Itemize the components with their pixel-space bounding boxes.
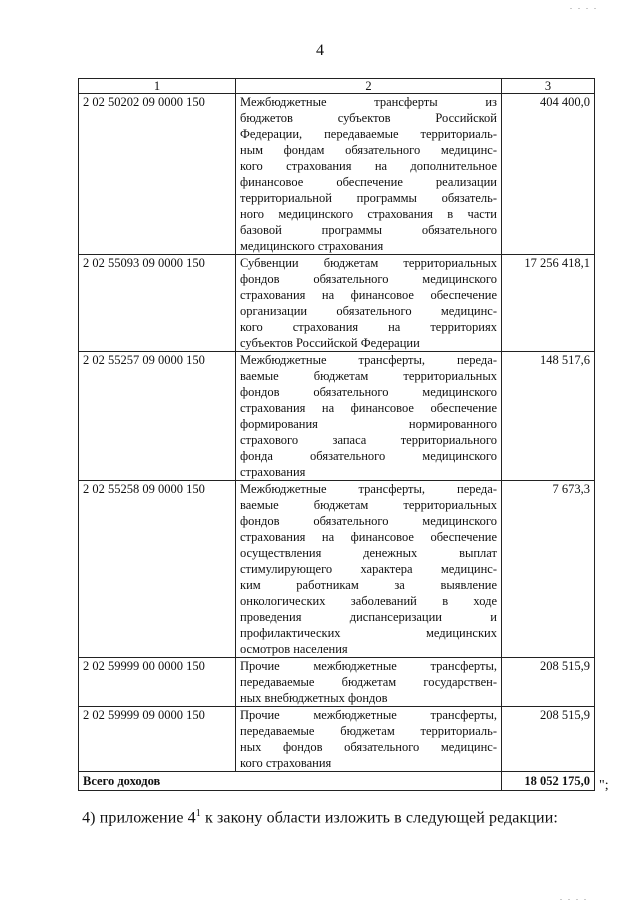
description-line: передаваемые бюджетам государствен- xyxy=(240,675,497,689)
description-line: финансовое обеспечение реализации xyxy=(240,175,497,189)
description-cell xyxy=(236,481,502,658)
table-row xyxy=(79,707,595,772)
amendment-text-start: 4) приложение 4 xyxy=(82,809,196,827)
description-line: Субвенции бюджетам территориальных xyxy=(240,256,497,270)
description-line: ваемые бюджетам территориальных xyxy=(240,369,497,383)
amendment-sentence xyxy=(0,808,640,827)
description-line: Межбюджетные трансферты, переда- xyxy=(240,482,497,496)
column-header-3: 3 xyxy=(502,79,595,94)
description-line: ных фондов обязательного медицинс- xyxy=(240,740,497,754)
description-line: страхования на финансовое обеспечение xyxy=(240,401,497,415)
description-line: фондов обязательного медицинского xyxy=(240,385,497,399)
amount-cell: 7 673,3 xyxy=(502,481,595,658)
description-line: субъектов Российской Федерации xyxy=(240,336,420,350)
description-line: фондов обязательного медицинского xyxy=(240,514,497,528)
description-cell xyxy=(236,707,502,772)
description-line: ким работникам за выявление xyxy=(240,578,497,592)
description-line: проведения диспансеризации и xyxy=(240,610,497,624)
description-line: ного медицинского страхования в части xyxy=(240,207,497,221)
description-line: бюджетов субъектов Российской xyxy=(240,111,497,125)
description-line: ным фондам обязательного медицинс- xyxy=(240,143,497,157)
budget-code-cell: 2 02 59999 00 0000 150 xyxy=(79,658,236,707)
description-line: формирования нормированного xyxy=(240,417,497,431)
description-line: организации обязательного медицинс- xyxy=(240,304,497,318)
description-line: передаваемые бюджетам территориаль- xyxy=(240,724,497,738)
table-row xyxy=(79,481,595,658)
table-row xyxy=(79,658,595,707)
description-line: Прочие межбюджетные трансферты, xyxy=(240,659,497,673)
description-line: Межбюджетные трансферты из xyxy=(240,95,497,109)
description-line: фондов обязательного медицинского xyxy=(240,272,497,286)
amount-cell: 17 256 418,1 xyxy=(502,255,595,352)
description-line: осмотров населения xyxy=(240,642,348,656)
table-row xyxy=(79,94,595,255)
description-cell xyxy=(236,658,502,707)
description-line: кого страхования на дополнительное xyxy=(240,159,497,173)
total-label: Всего доходов xyxy=(79,772,502,791)
description-line: онкологических заболеваний в ходе xyxy=(240,594,497,608)
description-line: территориальной программы обязатель- xyxy=(240,191,497,205)
description-line: фонда обязательного медицинского xyxy=(240,449,497,463)
budget-code-cell: 2 02 50202 09 0000 150 xyxy=(79,94,236,255)
description-line: страхового запаса территориального xyxy=(240,433,497,447)
budget-code-cell: 2 02 59999 09 0000 150 xyxy=(79,707,236,772)
page-number: 4 xyxy=(316,42,324,59)
description-line: осуществления денежных выплат xyxy=(240,546,497,560)
top-corner-mark: . . . . xyxy=(570,2,598,11)
description-line: кого страхования xyxy=(240,756,332,770)
table-header-row xyxy=(79,79,595,94)
description-line: профилактических медицинских xyxy=(240,626,497,640)
description-cell xyxy=(236,255,502,352)
revenue-table xyxy=(78,78,595,791)
description-cell xyxy=(236,94,502,255)
description-cell xyxy=(236,352,502,481)
description-line: медицинского страхования xyxy=(240,239,384,253)
amendment-text-end: к закону области изложить в следующей редакции: xyxy=(200,809,558,827)
description-line: ваемые бюджетам территориальных xyxy=(240,498,497,512)
budget-code-cell: 2 02 55093 09 0000 150 xyxy=(79,255,236,352)
amount-cell: 404 400,0 xyxy=(502,94,595,255)
description-line: страхования на финансовое обеспечение xyxy=(240,530,497,544)
bottom-corner-mark: . . . . xyxy=(560,893,588,902)
column-header-1: 1 xyxy=(79,79,236,94)
description-line: стимулирующего характера медицинс- xyxy=(240,562,497,576)
description-line: Прочие межбюджетные трансферты, xyxy=(240,708,497,722)
description-line: Межбюджетные трансферты, переда- xyxy=(240,353,497,367)
description-line: страхования xyxy=(240,465,306,479)
description-line: базовой программы обязательного xyxy=(240,223,497,237)
amount-cell: 148 517,6 xyxy=(502,352,595,481)
table-row xyxy=(79,255,595,352)
amount-cell: 208 515,9 xyxy=(502,658,595,707)
budget-code-cell: 2 02 55257 09 0000 150 xyxy=(79,352,236,481)
budget-code-cell: 2 02 55258 09 0000 150 xyxy=(79,481,236,658)
amendment-superscript: 1 xyxy=(195,808,201,819)
amount-cell: 208 515,9 xyxy=(502,707,595,772)
total-amount: 18 052 175,0 xyxy=(502,772,595,791)
description-line: Федерации, передаваемые территориаль- xyxy=(240,127,497,141)
closing-quote-mark: "; xyxy=(599,778,609,793)
table-row xyxy=(79,352,595,481)
total-row xyxy=(79,772,595,791)
column-header-2: 2 xyxy=(236,79,502,94)
description-line: ных внебюджетных фондов xyxy=(240,691,388,705)
description-line: страхования на финансовое обеспечение xyxy=(240,288,497,302)
description-line: кого страхования на территориях xyxy=(240,320,497,334)
